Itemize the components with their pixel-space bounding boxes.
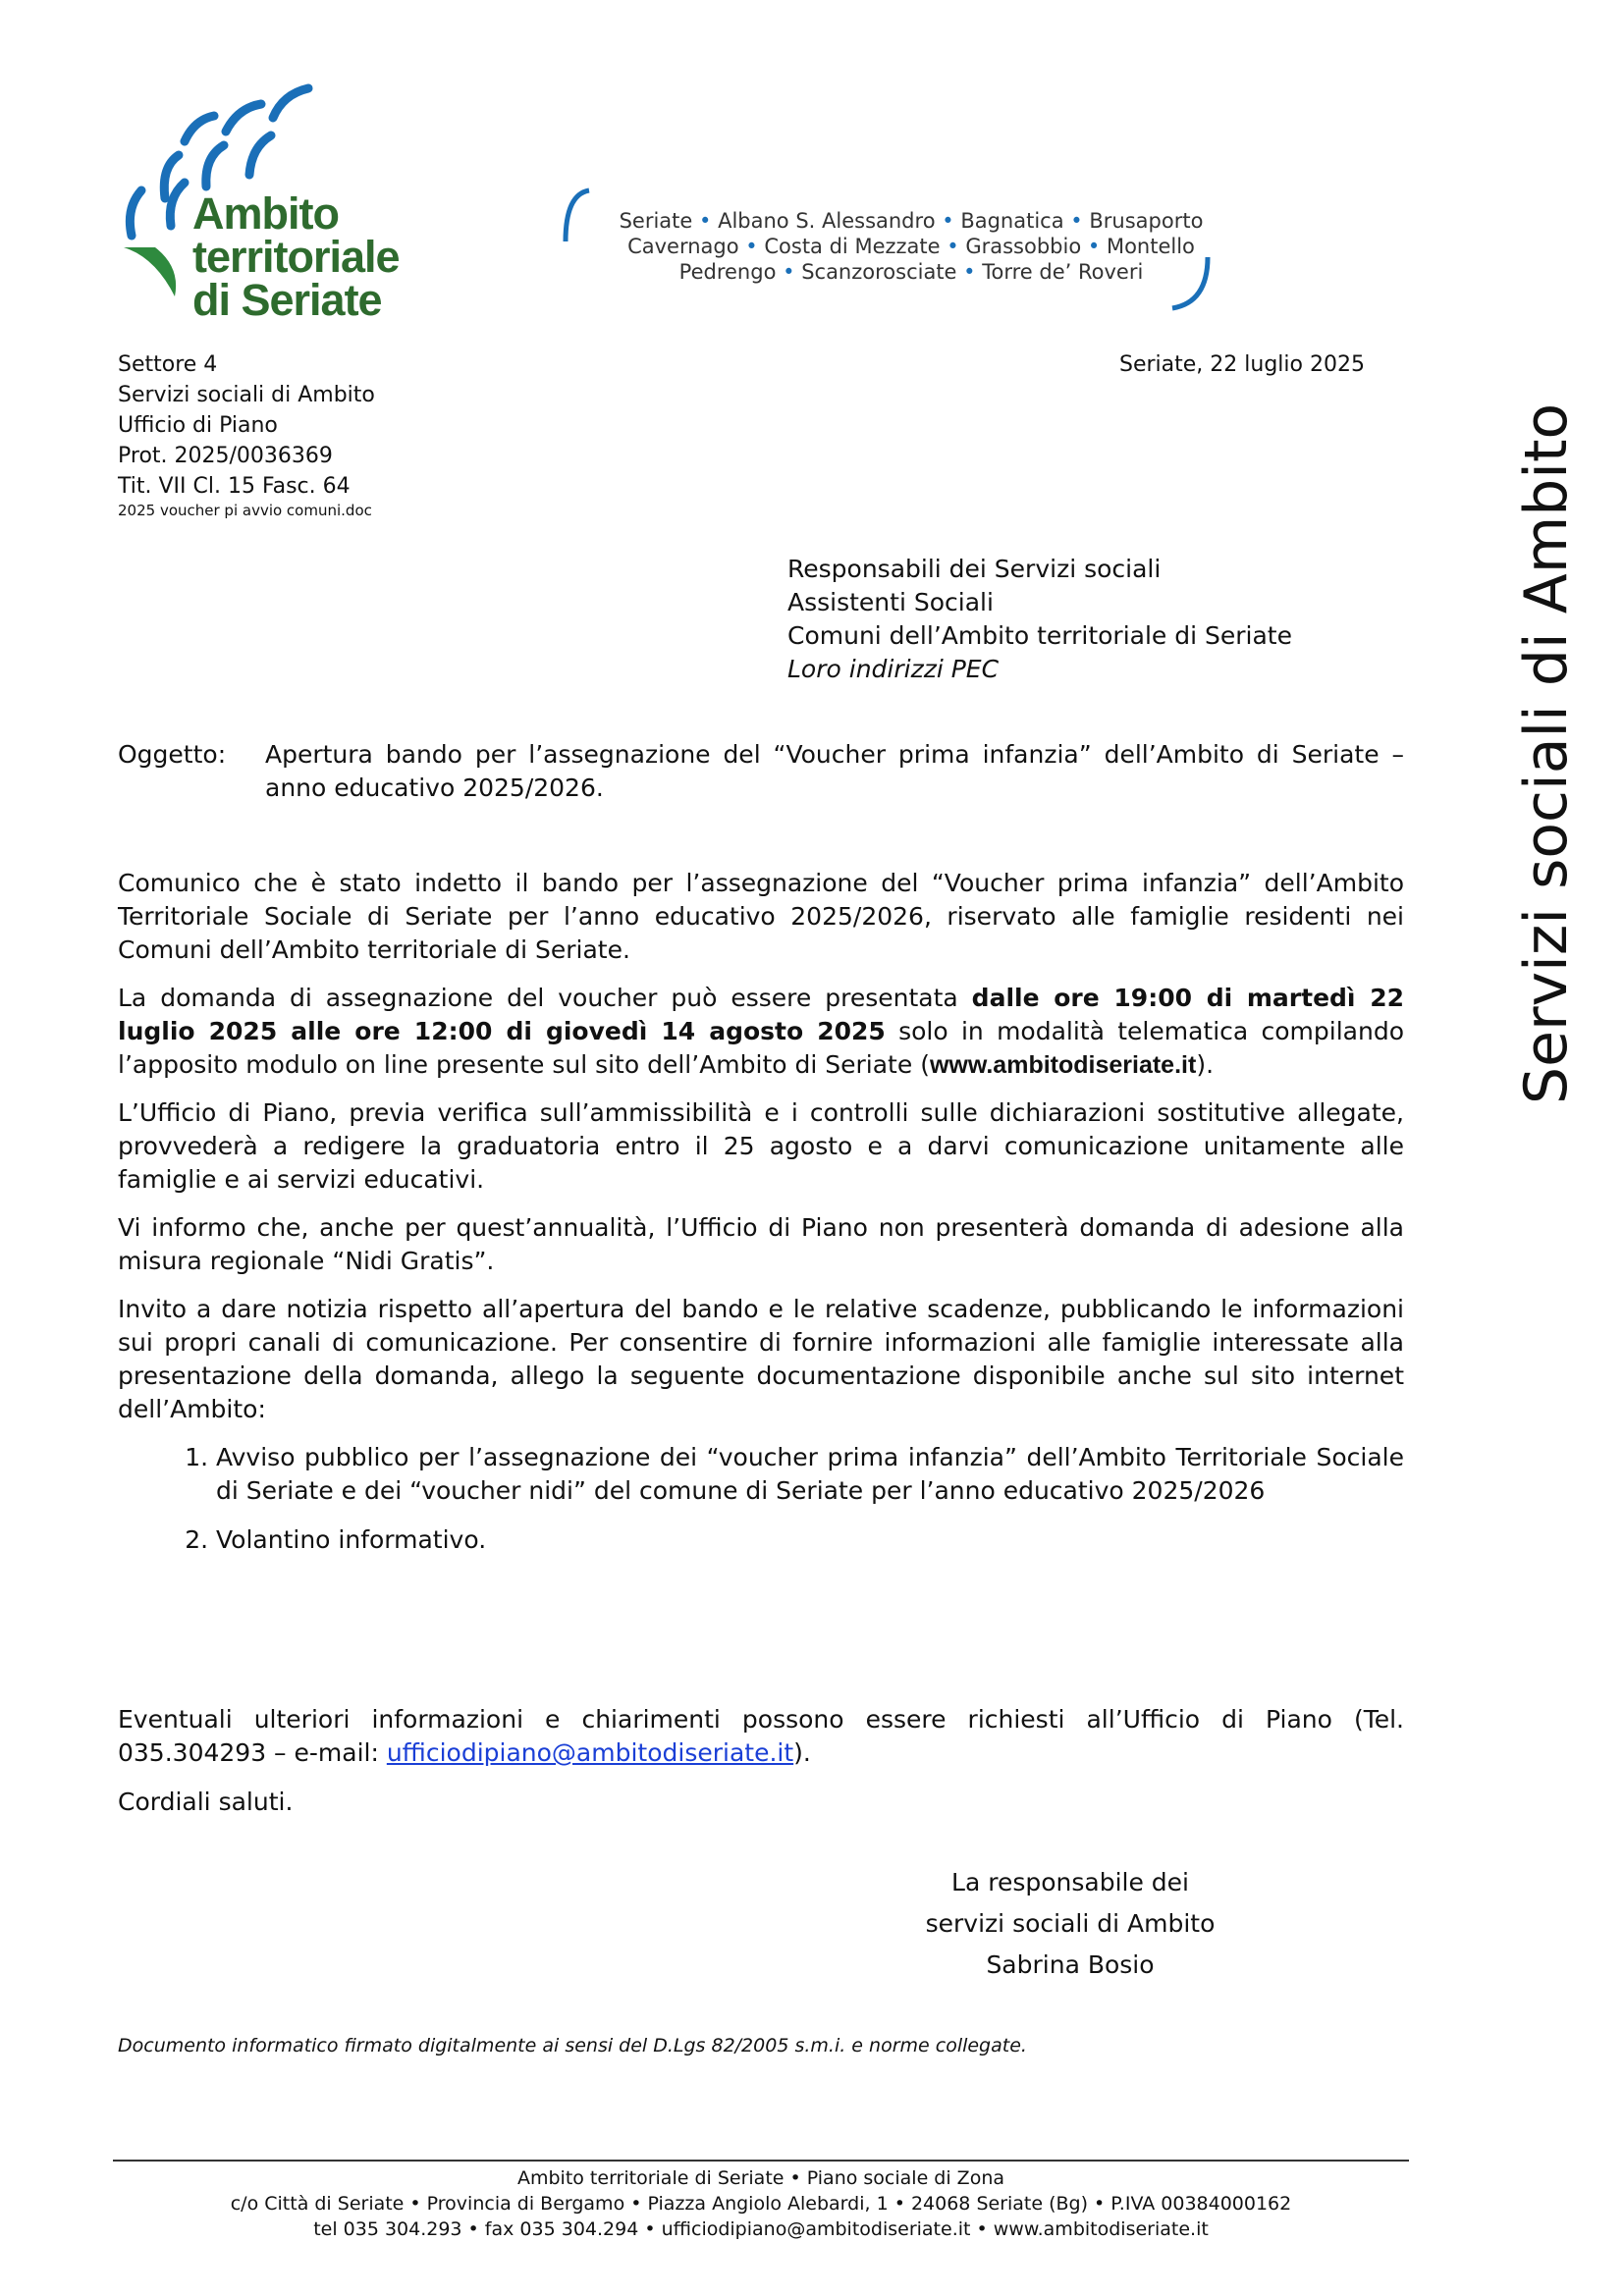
recipient-line: Assistenti Sociali — [787, 588, 994, 616]
comune: Albano S. Alessandro — [718, 209, 936, 233]
letter-date: Seriate, 22 luglio 2025 — [1119, 352, 1365, 377]
subject-label: Oggetto: — [118, 740, 227, 769]
sender-block — [118, 349, 375, 520]
contacts-paragraph — [118, 1703, 1404, 1770]
sender-prot: Prot. 2025/0036369 — [118, 444, 333, 468]
body-paragraph — [118, 982, 1404, 1082]
text: Eventuali ulteriori informazioni e chiarimenti possono essere richiesti all’Ufficio di Piano (Tel. 035.304293 – e-mail: — [118, 1705, 1404, 1767]
footer — [113, 2165, 1409, 2242]
signature-line: La responsabile dei — [951, 1868, 1189, 1896]
comune: Grassobbio — [965, 235, 1082, 258]
website-text: www.ambitodiseriate.it — [929, 1051, 1197, 1079]
comune: Costa di Mezzate — [764, 235, 941, 258]
comune: Scanzorosciate — [801, 260, 957, 284]
body-paragraph: Vi informo che, anche per quest’annualità, l’Ufficio di Piano non presenterà domanda di adesione alla misura regionale “Nidi Gratis”. — [118, 1213, 1404, 1275]
text: solo in modalità telematica compilando l’apposito modulo on line presente sul sito dell’Ambito di Seriate ( — [118, 1017, 1404, 1079]
comuni-list — [597, 208, 1225, 285]
sender-settore: Settore 4 — [118, 352, 218, 377]
logo-line-2: territoriale — [192, 232, 400, 282]
sender-tit: Tit. VII Cl. 15 Fasc. 64 — [118, 474, 351, 499]
contacts-block — [118, 1703, 1404, 1835]
list-item: 2. Volantino informativo. — [216, 1523, 1404, 1557]
footer-divider — [113, 2160, 1409, 2162]
digital-signature-note: Documento informatico firmato digitalmente ai sensi del D.Lgs 82/2005 s.m.i. e norme collegate. — [118, 2035, 1027, 2056]
body-paragraph: Comunico che è stato indetto il bando per l’assegnazione del “Voucher prima infanzia” dell’Ambito Territoriale Sociale di Seriate per l’anno educativo 2025/2026, riservato alle famiglie residenti nei Comuni dell’Ambito territoriale di Seriate. — [118, 869, 1404, 964]
text: La domanda di assegnazione del voucher può essere presentata — [118, 984, 972, 1012]
comune: Seriate — [619, 209, 693, 233]
subject-text: Apertura bando per l’assegnazione del “Voucher prima infanzia” dell’Ambito di Seriate – anno educativo 2025/2026. — [265, 740, 1404, 802]
bracket-right-icon — [1168, 253, 1227, 312]
closing: Cordiali saluti. — [118, 1788, 294, 1816]
ambito-logo-text — [192, 188, 400, 325]
text: ). — [793, 1738, 811, 1767]
sender-ufficio: Ufficio di Piano — [118, 413, 278, 438]
recipient-line: Comuni dell’Ambito territoriale di Seriate — [787, 621, 1292, 650]
sender-servizio: Servizi sociali di Ambito — [118, 383, 375, 407]
signature-name: Sabrina Bosio — [986, 1950, 1155, 1979]
footer-line: tel 035 304.293 • fax 035 304.294 • ufficiodipiano@ambitodiseriate.it • www.ambitodiseriate.it — [313, 2218, 1209, 2240]
list-item: 1. Avviso pubblico per l’assegnazione dei “voucher prima infanzia” dell’Ambito Territoriale Sociale di Seriate e dei “voucher nidi” del comune di Seriate per l’anno educativo 2025/2026 — [216, 1441, 1404, 1508]
attachments-list — [118, 1441, 1404, 1557]
comune: Pedrengo — [678, 260, 777, 284]
deadline-text: dalle ore 19:00 di martedì 22 luglio 2025 alle ore 12:00 di giovedì 14 agosto 2025 — [118, 984, 1404, 1045]
bracket-left-icon — [560, 187, 599, 245]
footer-line: c/o Città di Seriate • Provincia di Bergamo • Piazza Angiolo Alebardi, 1 • 24068 Seriate (Bg) • P.IVA 00384000162 — [230, 2193, 1292, 2215]
subject — [118, 738, 1404, 805]
comuni-row-2: Cavernago • Costa di Mezzate • Grassobbio • Montello — [627, 235, 1195, 258]
text: ). — [1196, 1050, 1215, 1079]
letter-body — [118, 867, 1404, 1573]
comuni-row-3: Pedrengo • Scanzorosciate • Torre de’ Roveri — [678, 260, 1144, 284]
sidebar-title: Servizi sociali di Ambito — [1512, 402, 1581, 1104]
signature-line: servizi sociali di Ambito — [925, 1909, 1216, 1938]
body-paragraph: Invito a dare notizia rispetto all’apertura del bando e le relative scadenze, pubblicando le informazioni sui propri canali di comunicazione. Per consentire di fornire informazioni alle famiglie interessate alla presentazione della domanda, allego la seguente documentazione disponibile anche sul sito internet dell’Ambito: — [118, 1295, 1404, 1423]
recipients-block — [787, 553, 1292, 686]
recipient-line: Loro indirizzi PEC — [787, 655, 1000, 683]
logo-line-3: di Seriate — [192, 275, 382, 325]
comune: Torre de’ Roveri — [982, 260, 1144, 284]
recipient-line: Responsabili dei Servizi sociali — [787, 555, 1162, 583]
comune: Bagnatica — [960, 209, 1064, 233]
comuni-row-1: Seriate • Albano S. Alessandro • Bagnatica • Brusaporto — [619, 209, 1204, 233]
email-link[interactable]: ufficiodipiano@ambitodiseriate.it — [386, 1738, 794, 1767]
comune: Cavernago — [627, 235, 739, 258]
sender-file: 2025 voucher pi avvio comuni.doc — [118, 502, 372, 519]
logo-line-1: Ambito — [192, 188, 339, 239]
signature-block — [864, 1862, 1276, 1986]
comune: Brusaporto — [1089, 209, 1204, 233]
footer-line: Ambito territoriale di Seriate • Piano sociale di Zona — [516, 2167, 1005, 2189]
body-paragraph: L’Ufficio di Piano, previa verifica sull’ammissibilità e i controlli sulle dichiarazioni sostitutive allegate, provvederà a redigere la graduatoria entro il 25 agosto e a darvi comunicazione unitamente alle famiglie e ai servizi educativi. — [118, 1098, 1404, 1194]
comune: Montello — [1106, 235, 1195, 258]
